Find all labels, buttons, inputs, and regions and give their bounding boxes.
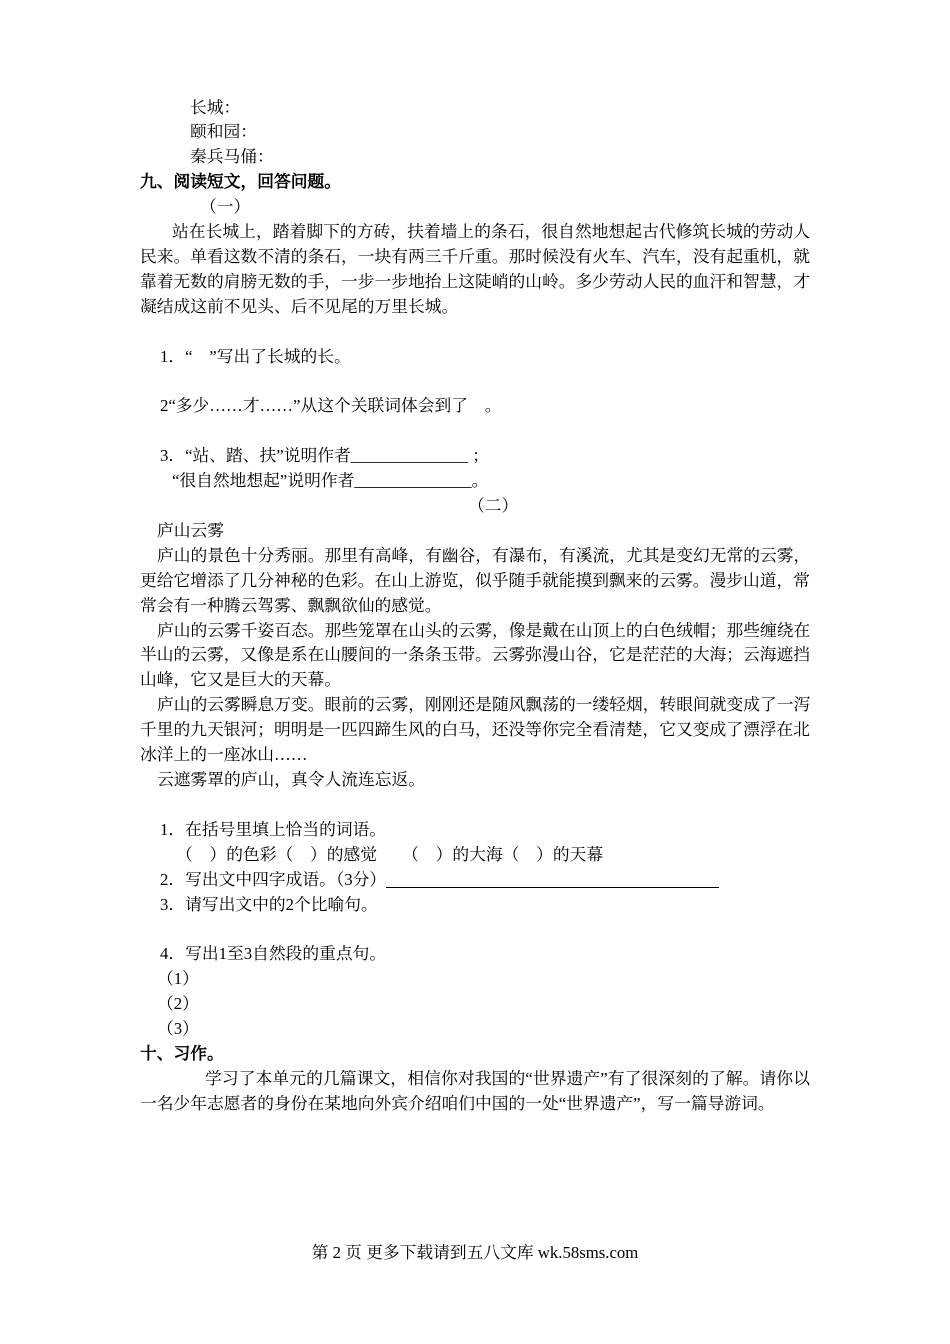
- part-2-question-1-blanks: （ ）的色彩（ ）的感觉 （ ）的大海（ ）的天幕: [176, 844, 604, 864]
- part-1-label: （一）: [200, 197, 251, 217]
- passage-2-line: 冰洋上的一座冰山……: [140, 745, 308, 765]
- passage-2-line: 千里的九天银河；明明是一匹四蹄生风的白马，还没等你完全看清楚，它又变成了漂浮在北: [140, 720, 811, 740]
- part-1-question-2: 2“多少……才……”从这个关联词体会到了 。: [160, 396, 502, 416]
- page-footer: 第 2 页 更多下载请到五八文库 wk.58sms.com: [311, 1243, 639, 1262]
- essay-prompt-line: 学习了本单元的几篇课文，相信你对我国的“世界遗产”有了很深刻的了解。请你以: [205, 1068, 810, 1088]
- passage-2-line: 常会有一种腾云驾雾、飘飘欲仙的感觉。: [140, 595, 442, 615]
- section-9-heading: 九、阅读短文，回答问题。: [140, 172, 342, 192]
- blank-line: [0, 793, 950, 818]
- passage-1-line: 靠着无数的肩膀无数的手，一步一步地抬上这陡峭的山岭。多少劳动人民的血汗和智慧，才: [140, 271, 811, 291]
- list-item-terracotta-army: 秦兵马俑：: [190, 147, 274, 167]
- part-2-question-1: 1．在括号里填上恰当的词语。: [160, 819, 387, 839]
- answer-item-2: （2）: [157, 994, 199, 1014]
- answer-line: [386, 887, 719, 888]
- passage-2-title: 庐山云雾: [157, 520, 225, 540]
- part-2-question-4: 4．写出1至3自然段的重点句。: [160, 944, 387, 964]
- section-10-heading: 十、习作。: [140, 1043, 224, 1063]
- essay-prompt-line: 一名少年志愿者的身份在某地向外宾介绍咱们中国的一处“世界遗产”，写一篇导游词。: [140, 1093, 775, 1113]
- blank-line: [0, 419, 950, 444]
- passage-2-line: 庐山的云雾千姿百态。那些笼罩在山头的云雾，像是戴在山顶上的白色绒帽；那些缠绕在: [157, 620, 811, 640]
- passage-2-line: 庐山的景色十分秀丽。那里有高峰，有幽谷，有瀑布，有溪流，尤其是变幻无常的云雾，: [157, 545, 811, 565]
- passage-2-line: 半山的云雾，又像是系在山腰间的一条条玉带。云雾弥漫山谷，它是茫茫的大海；云海遮挡: [140, 645, 811, 665]
- question-text: 3．“站、踏、扶”说明作者: [160, 446, 351, 466]
- part-1-question-1: 1．“ ”写出了长城的长。: [160, 346, 351, 366]
- answer-item-3: （3）: [157, 1019, 199, 1039]
- passage-2-line: 庐山的云雾瞬息万变。眼前的云雾，刚刚还是随风飘荡的一缕轻烟，转眼间就变成了一泻: [157, 695, 811, 715]
- document-body: [0, 96, 950, 1117]
- blank-line: [0, 320, 950, 345]
- passage-2-line: 更给它增添了几分神秘的色彩。在山上游览，似乎随手就能摸到飘来的云雾。漫步山道，常: [140, 570, 811, 590]
- blank-line: [0, 369, 950, 394]
- blank-line: [0, 917, 950, 942]
- question-text-tail: ；: [468, 446, 489, 466]
- answer-blank: ______________: [354, 471, 472, 491]
- passage-1-line: 民来。单看这数不清的条石，一块有两三千斤重。那时候没有火车、汽车，没有起重机，就: [140, 246, 811, 266]
- part-2-label: （二）: [468, 496, 519, 515]
- part-2-question-2: [160, 868, 950, 893]
- question-text: “很自然地想起”说明作者: [172, 471, 355, 491]
- passage-1-line: 凝结成这前不见头、后不见尾的万里长城。: [140, 296, 459, 316]
- answer-item-1: （1）: [157, 969, 199, 989]
- passage-2-line: 山峰，它又是巨大的天幕。: [140, 670, 342, 690]
- passage-1-line: 站在长城上，踏着脚下的方砖，扶着墙上的条石，很自然地想起古代修筑长城的劳动人: [172, 222, 810, 242]
- answer-blank: ______________: [350, 446, 468, 466]
- part-1-question-3-line-1: [160, 444, 950, 469]
- question-text-tail: 。: [471, 471, 489, 491]
- part-1-question-3-line-2: [172, 469, 950, 494]
- passage-2-line: 云遮雾罩的庐山，真令人流连忘返。: [157, 769, 426, 789]
- part-2-question-3: 3．请写出文中的2个比喻句。: [160, 894, 378, 914]
- question-text: 2．写出文中四字成语。（3分）: [160, 869, 387, 889]
- list-item-great-wall: 长城：: [190, 97, 241, 117]
- list-item-summer-palace: 颐和园：: [190, 122, 258, 142]
